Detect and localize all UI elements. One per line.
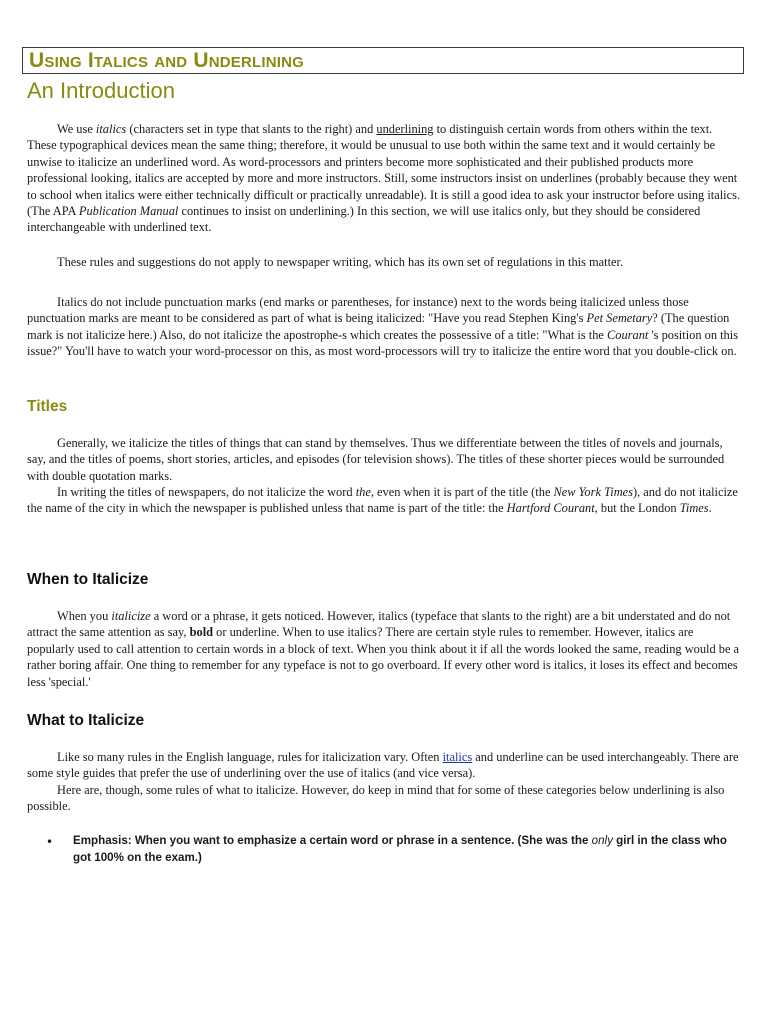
italic-term: only <box>591 834 613 847</box>
italic-title: Hartford Courant <box>506 501 595 516</box>
italic-title: New York Times <box>553 485 633 499</box>
text-run: or underline. When to use italics? There are certain style rules to remember. However, italics are popularly used to call attention to certain words in a block of text. When you think about it if all the words looked the same, reading would be a rather boring affair. One thing to remember for any typeface is not to go overboard. If every other word is italics, it loses its effect and becomes less 'special.' <box>27 625 740 689</box>
text-run: , even when it is part of the title (the <box>370 485 554 499</box>
text-run: to distinguish certain words from others within the text. These typographical devices mean the same thing; therefore, it would be unusual to use both within the same text and it would certainly be unwise to italicize an underlined word. As word-processors and printers become more sophisticated and their published products more professional looking, italics are accepted by more and more instructors. Still, some instructors insist on underlines (probably because they went to school when italics were either technically difficult or practically unreadable). It is still a good idea to ask your instructor before using italics. (The APA <box>27 122 741 219</box>
italic-term: italicize <box>111 609 151 623</box>
text-run: ? (The question mark is not italicize here.) Also, do not italicize the apostrophe-s which creates the possessive of a title: "What is the <box>27 311 730 342</box>
text-run: In writing the titles of newspapers, do not italicize the word <box>57 485 356 499</box>
what-paragraph-1 <box>27 749 743 782</box>
when-paragraph-1 <box>27 608 743 690</box>
italic-title: Publication Manual <box>78 204 179 219</box>
text-run: We use <box>57 122 96 136</box>
titles-paragraph-2 <box>27 484 743 517</box>
bullet-icon: • <box>46 835 54 849</box>
bold-term: bold <box>189 625 214 640</box>
underlined-term: underlining <box>376 122 434 136</box>
text-run: Like so many rules in the English language, rules for italicization vary. Often <box>57 750 443 764</box>
italic-title: Times <box>679 501 709 516</box>
section-heading-titles: Titles <box>27 398 68 415</box>
section-heading-what: What to Italicize <box>27 712 145 729</box>
bullet-text <box>73 833 745 866</box>
section-heading-when: When to Italicize <box>27 571 149 588</box>
intro-paragraph-1 <box>27 121 743 236</box>
what-paragraph-2: Here are, though, some rules of what to italicize. However, do keep in mind that for some of these categories below underlining is also possible. <box>27 783 725 814</box>
title-box <box>22 47 744 74</box>
titles-paragraph-1: Generally, we italicize the titles of things that can stand by themselves. Thus we differentiate between the titles of novels and journals, say, and the titles of poems, short stories, articles, and episodes (for television shows). The titles of these shorter pieces would be surrounded with double quotation marks. <box>27 436 725 483</box>
text-run: . <box>708 501 712 516</box>
italic-title: Pet Semetary <box>586 311 653 326</box>
text-run: Emphasis: When you want to emphasize a certain word or phrase in a sentence. (She was the <box>73 834 592 847</box>
page-title: Using Italics and Underlining <box>29 49 305 72</box>
italic-title: Courant <box>607 327 649 342</box>
intro-paragraph-2: These rules and suggestions do not apply to newspaper writing, which has its own set of regulations in this matter. <box>57 255 624 269</box>
text-run: 's position on this issue?" You'll have to watch your word-processor on this, as most word-processors will try to italicize the entire word that you double-click on. <box>27 327 739 359</box>
text-run: Italics do not include punctuation marks (end marks or parentheses, for instance) next to the words being italicized unless those punctuation marks are meant to be considered as part of what is being italicized: "Have you read Stephen King's <box>27 295 689 326</box>
text-run: and underline can be used interchangeably. There are some style guides that prefer the use of underlining over the use of italics (and vice versa). <box>27 750 739 781</box>
text-run: continues to insist on underlining.) In this section, we will use italics only, but they should be considered interchangeable with underlined text. <box>27 204 701 235</box>
italic-term: the <box>355 485 371 499</box>
text-run: (characters set in type that slants to the right) and <box>126 122 377 136</box>
text-run: , but the London <box>594 501 680 516</box>
italics-link[interactable]: italics <box>442 750 473 764</box>
text-run: girl in the class who got 100% on the exam.) <box>73 834 727 864</box>
text-run: ), and do not italicize the name of the city in which the newspaper is published unless that name is part of the title: the <box>27 485 738 516</box>
text-run: When you <box>57 609 112 623</box>
intro-paragraph-3 <box>27 294 743 360</box>
italic-term: italics <box>95 122 127 136</box>
text-run: a word or a phrase, it gets noticed. However, italics (typeface that slants to the right) are a bit understated and do not attract the same attention as say, <box>27 609 731 640</box>
page-subtitle: An Introduction <box>27 78 175 103</box>
